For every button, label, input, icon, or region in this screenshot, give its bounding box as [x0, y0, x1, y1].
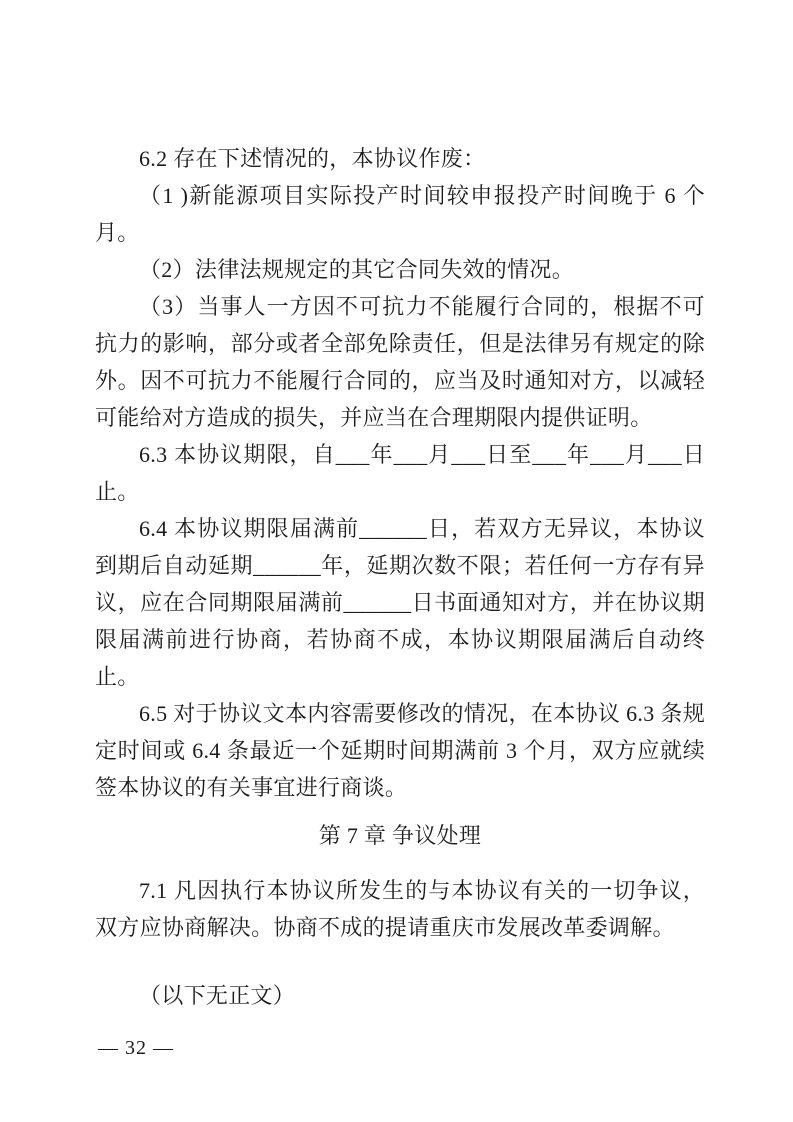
- clause-item-1: （1 )新能源项目实际投产时间较申报投产时间晚于 6 个月。: [95, 183, 705, 245]
- document-body: [95, 140, 705, 1014]
- end-of-text-note: （以下无正文）: [139, 983, 296, 1008]
- clause-6-3: 6.3 本协议期限，自___年___月___日至___年___月___日止。: [95, 442, 705, 504]
- clause-item-2: （2）法律法规规定的其它合同失效的情况。: [139, 257, 575, 282]
- clause-7-1: 7.1 凡因执行本协议所发生的与本协议有关的一切争议，双方应协商解决。协商不成的提请重庆市发展改革委调解。: [95, 878, 705, 940]
- clause-item-3: （3）当事人一方因不可抗力不能履行合同的，根据不可抗力的影响，部分或者全部免除责任，但是法律另有规定的除外。因不可抗力不能履行合同的，应当及时通知对方，以减轻可能给对方造成的损失，并应当在合理期限内提供证明。: [95, 294, 705, 430]
- clause-6-4: 6.4 本协议期限届满前______日，若双方无异议，本协议到期后自动延期______年，延期次数不限；若任何一方存有异议，应在合同期限届满前______日书面通知对方，并在协议期限届满前进行协商，若协商不成，本协议期限届满后自动终止。: [95, 516, 705, 689]
- clause-6-2: 6.2 存在下述情况的，本协议作废：: [139, 146, 486, 171]
- page-number: — 32 —: [98, 1037, 174, 1059]
- clause-6-5: 6.5 对于协议文本内容需要修改的情况，在本协议 6.3 条规定时间或 6.4 条最近一个延期时间期满前 3 个月，双方应就续签本协议的有关事宜进行商谈。: [95, 701, 705, 800]
- chapter-7-heading: 第 7 章 争议处理: [318, 823, 482, 848]
